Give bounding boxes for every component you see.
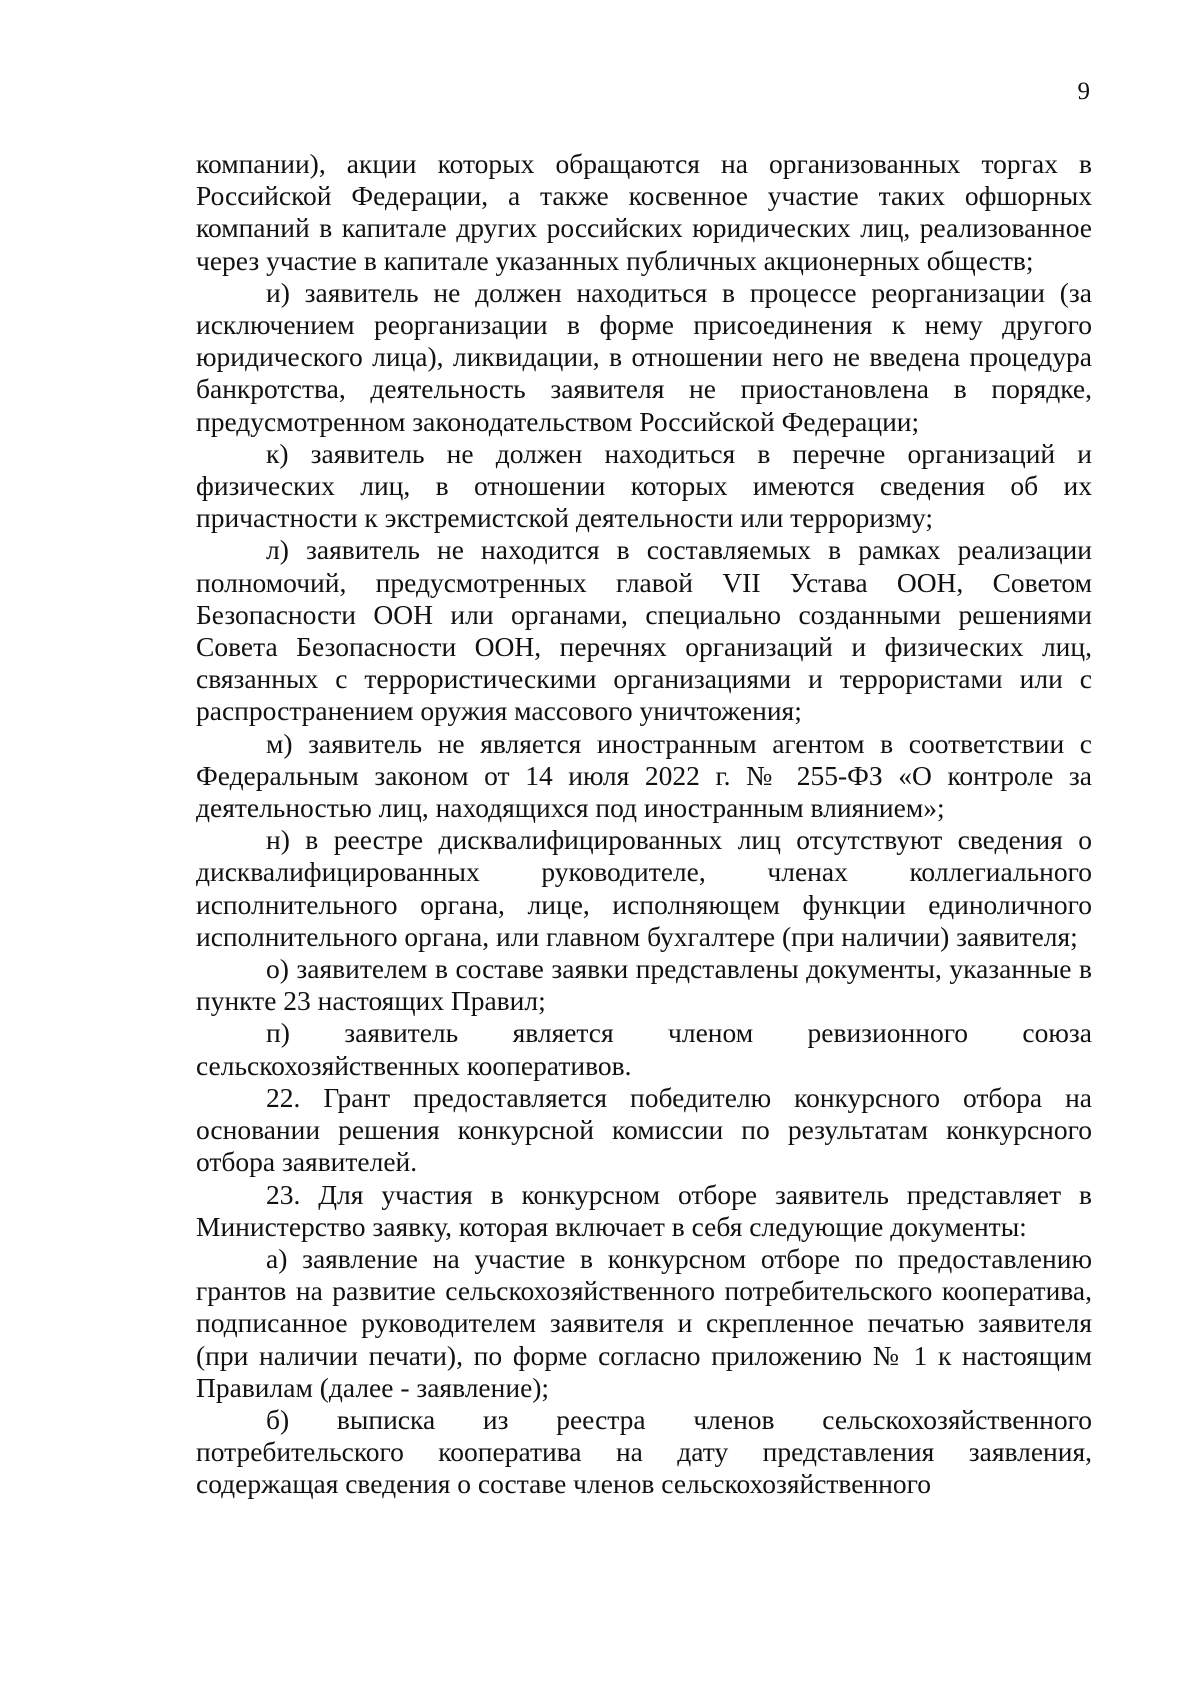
paragraph-item-b: б) выписка из реестра членов сельскохозяйственного потребительского кооператива на дату представления заявления, содержащая сведения о составе членов сельскохозяйственного [196, 1403, 1092, 1500]
page-number: 9 [1077, 78, 1090, 105]
paragraph-item-p: п) заявитель является членом ревизионного союза сельскохозяйственных кооперативов. [196, 1017, 1092, 1081]
paragraph-item-m: м) заявитель не является иностранным агентом в соответствии с Федеральным законом от 14 июля 2022 г. № 255-ФЗ «О контроле за деятельностью лиц, находящихся под иностранным влиянием»; [196, 727, 1092, 824]
paragraph-clause-23: 23. Для участия в конкурсном отборе заявитель представляет в Министерство заявку, которая включает в себя следующие документы: [196, 1178, 1092, 1242]
paragraph-item-a: а) заявление на участие в конкурсном отборе по предоставлению грантов на развитие сельскохозяйственного потребительского кооператива, подписанное руководителем заявителя и скрепленное печатью заявителя (при наличии печати), по форме согласно приложению № 1 к настоящим Правилам (далее - заявление); [196, 1242, 1092, 1403]
paragraph-item-i: и) заявитель не должен находиться в процессе реорганизации (за исключением реорганизации в форме присоединения к нему другого юридического лица), ликвидации, в отношении него не введена процедура банкротства, деятельность заявителя не приостановлена в порядке, предусмотренном законодательством Российской Федерации; [196, 276, 1092, 437]
paragraph-clause-22: 22. Грант предоставляется победителю конкурсного отбора на основании решения конкурсной комиссии по результатам конкурсного отбора заявителей. [196, 1081, 1092, 1178]
paragraph-continuation: компании), акции которых обращаются на организованных торгах в Российской Федерации, а также косвенное участие таких офшорных компаний в капитале других российских юридических лиц, реализованное через участие в капитале указанных публичных акционерных обществ; [196, 148, 1092, 276]
paragraph-item-k: к) заявитель не должен находиться в перечне организаций и физических лиц, в отношении которых имеются сведения об их причастности к экстремистской деятельности или терроризму; [196, 437, 1092, 534]
document-body [196, 148, 1092, 1501]
paragraph-item-o: о) заявителем в составе заявки представлены документы, указанные в пункте 23 настоящих Правил; [196, 953, 1092, 1017]
paragraph-item-l: л) заявитель не находится в составляемых в рамках реализации полномочий, предусмотренных главой VII Устава ООН, Советом Безопасности ООН или органами, специально созданными решениями Совета Безопасности ООН, перечнях организаций и физических лиц, связанных с террористическими организациями и террористами или с распространением оружия массового уничтожения; [196, 534, 1092, 727]
paragraph-item-n: н) в реестре дисквалифицированных лиц отсутствуют сведения о дисквалифицированных руководителе, членах коллегиального исполнительного органа, лице, исполняющем функции единоличного исполнительного органа, или главном бухгалтере (при наличии) заявителя; [196, 824, 1092, 952]
